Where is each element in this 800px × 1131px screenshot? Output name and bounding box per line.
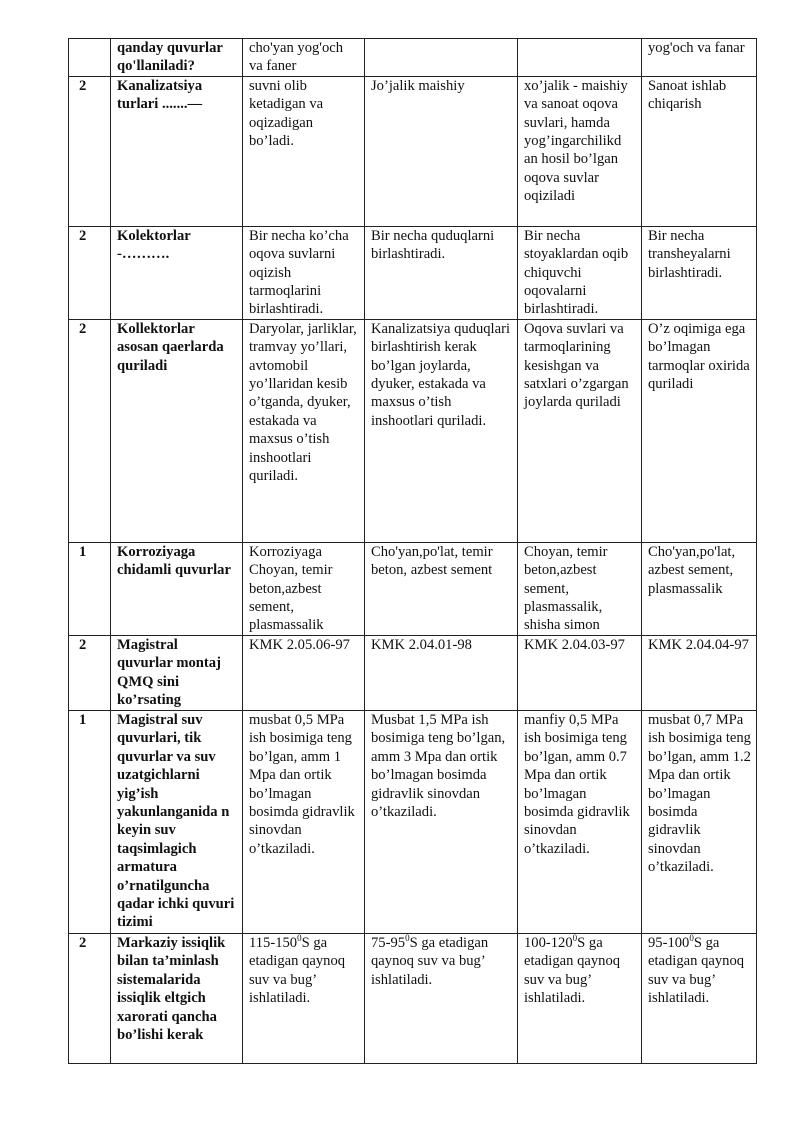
answer-option-3: manfiy 0,5 MPa ish bosimiga teng bo’lgan, amm 0.7 Mpa dan ortik bo’lmagan bosimda gidravlik sinovdan o’tkaziladi. (518, 710, 642, 933)
answer-option-2: Musbat 1,5 MPa ish bosimiga teng bo’lgan, amm 3 Mpa dan ortik bo’lmagan bosimda gidravlik sinovdan o’tkaziladi. (365, 710, 518, 933)
answer-option-3: xo’jalik - maishiy va sanoat oqova suvlari, hamda yog’ingarchilikd an hosil bo’lgan oqova suvlar oqiziladi (518, 76, 642, 226)
question-text: Magistral quvurlar montaj QMQ sini ko’rsating (111, 635, 243, 710)
answer-option-4: Bir necha transheyalarni birlashtiradi. (642, 226, 757, 319)
table-row (69, 76, 757, 226)
answer-option-1: Bir necha ko’cha oqova suvlarni oqizish tarmoqlarini birlashtiradi. (243, 226, 365, 319)
answer-option-4: yog'och va fanar (642, 39, 757, 77)
question-number: 2 (69, 226, 111, 319)
answer-option-4: musbat 0,7 MPa ish bosimiga teng bo’lgan, amm 1.2 Mpa dan ortik bo’lmagan bosimda gidravlik sinovdan o’tkaziladi. (642, 710, 757, 933)
answer-option-1: musbat 0,5 MPa ish bosimiga teng bo’lgan, amm 1 Mpa dan ortik bo’lmagan bosimda gidravlik sinovdan o’tkaziladi. (243, 710, 365, 933)
answer-option-2: Bir necha quduqlarni birlashtiradi. (365, 226, 518, 319)
answer-option-1: Korroziyaga Choyan, temir beton,azbest sement, plasmassalik (243, 542, 365, 635)
question-text: qanday quvurlar qo'llaniladi? (111, 39, 243, 77)
answer-option-3: Oqova suvlari va tarmoqlarining kesishgan va satxlari o’zgargan joylarda quriladi (518, 319, 642, 542)
question-number: 2 (69, 635, 111, 710)
answer-option-4: $95-100^0S$ ga etadigan qaynoq suv va bug’ ishlatiladi. (642, 933, 757, 1063)
answer-option-2: Cho'yan,po'lat, temir beton, azbest sement (365, 542, 518, 635)
degree-mark: 0 (405, 932, 410, 943)
degree-mark: 0 (572, 932, 578, 943)
answer-option-2: $75-95^0S$ ga etadigan qaynoq suv va bug’ ishlatiladi. (365, 933, 518, 1063)
table-row (69, 933, 757, 1063)
answer-option-2: Jo’jalik maishiy (365, 76, 518, 226)
question-text: Kanalizatsiya turlari .......— (111, 76, 243, 226)
answer-option-2: Kanalizatsiya quduqlari birlashtirish kerak bo’lgan joylarda, dyuker, estakada va maxsus o’tish inshootlari quriladi. (365, 319, 518, 542)
question-table-body (69, 39, 757, 1064)
table-row (69, 319, 757, 542)
question-number: 2 (69, 319, 111, 542)
question-table (68, 38, 757, 1064)
question-text: Kollektorlar asosan qaerlarda quriladi (111, 319, 243, 542)
answer-option-2 (365, 39, 518, 77)
answer-option-4: Sanoat ishlab chiqarish (642, 76, 757, 226)
question-text: Magistral suv quvurlari, tik quvurlar va suv uzatgichlarni yig’ish yakunlanganida n keyin suv taqsimlagich armatura o’rnatilguncha qadar ichki quvuri tizimi (111, 710, 243, 933)
table-row (69, 542, 757, 635)
question-number: 1 (69, 542, 111, 635)
question-text: Markaziy issiqlik bilan ta’minlash sistemalarida issiqlik eltgich xarorati qancha bo’lishi kerak (111, 933, 243, 1063)
question-text: Kolektorlar -………. (111, 226, 243, 319)
question-number: 2 (69, 933, 111, 1063)
question-number (69, 39, 111, 77)
answer-option-3: Bir necha stoyaklardan oqib chiquvchi oqovalarni birlashtiradi. (518, 226, 642, 319)
answer-option-1: KMK 2.05.06-97 (243, 635, 365, 710)
question-text: Korroziyaga chidamli quvurlar (111, 542, 243, 635)
answer-option-3: Choyan, temir beton,azbest sement, plasmassalik, shisha simon (518, 542, 642, 635)
answer-option-3: KMK 2.04.03-97 (518, 635, 642, 710)
table-row (69, 39, 757, 77)
table-row (69, 226, 757, 319)
answer-option-4: Cho'yan,po'lat, azbest sement, plasmassalik (642, 542, 757, 635)
question-number: 1 (69, 710, 111, 933)
answer-option-1: $115-150^0S$ ga etadigan qaynoq suv va bug’ ishlatiladi. (243, 933, 365, 1063)
question-number: 2 (69, 76, 111, 226)
answer-option-1: suvni olib ketadigan va oqizadigan bo’ladi. (243, 76, 365, 226)
degree-mark: 0 (297, 932, 302, 943)
answer-option-1: Daryolar, jarliklar, tramvay yo’llari, avtomobil yo’llaridan kesib o’tganda, dyuker, estakada va maxsus o’tish inshootlari quriladi. (243, 319, 365, 542)
table-row (69, 635, 757, 710)
answer-option-2: KMK 2.04.01-98 (365, 635, 518, 710)
answer-option-3: $100-120^0S$ ga etadigan qaynoq suv va bug’ ishlatiladi. (518, 933, 642, 1063)
degree-mark: 0 (689, 932, 694, 943)
table-row (69, 710, 757, 933)
answer-option-1: cho'yan yog'och va faner (243, 39, 365, 77)
answer-option-4: O’z oqimiga ega bo’lmagan tarmoqlar oxirida quriladi (642, 319, 757, 542)
answer-option-4: KMK 2.04.04-97 (642, 635, 757, 710)
answer-option-3 (518, 39, 642, 77)
